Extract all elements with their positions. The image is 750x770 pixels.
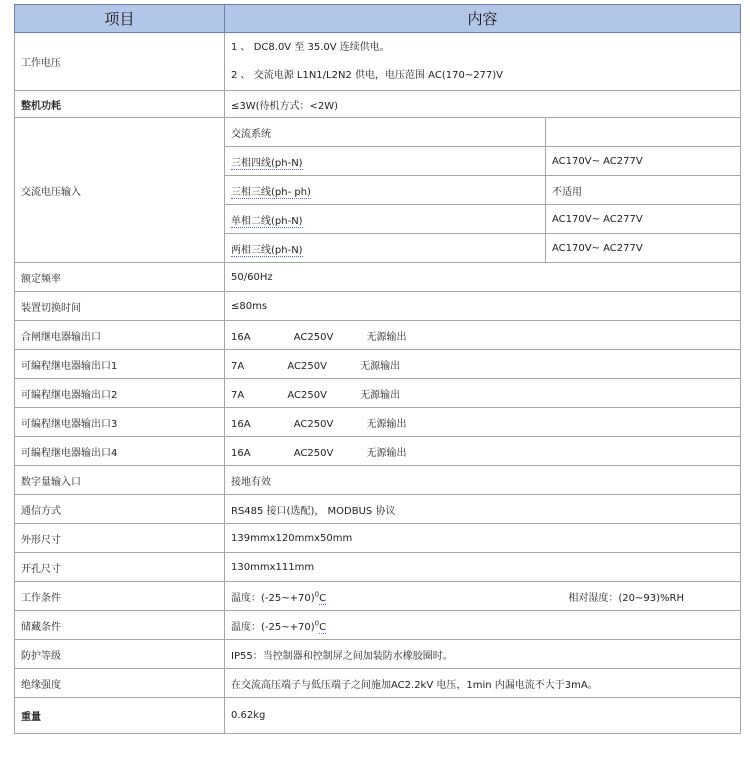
row-prog-relay-2 (15, 379, 741, 408)
value-prog-relay-2 (225, 379, 741, 408)
label-closing-relay: 合闸继电器输出口 (15, 321, 225, 350)
working-temp-range: 温度：(-25~+70) (231, 592, 315, 604)
value-working-voltage (225, 33, 741, 91)
prog-relay-3-type: 无源输出 (366, 418, 407, 430)
row-cutout (15, 553, 741, 582)
working-voltage-line1: 1 、 DC8.0V 至 35.0V 连续供电。 (231, 41, 390, 53)
value-weight: 0.62kg (225, 698, 741, 734)
label-digital-input: 数字量输入口 (15, 466, 225, 495)
row-rated-frequency (15, 263, 741, 292)
prog-relay-4-current: 16A (231, 447, 251, 459)
row-digital-input (15, 466, 741, 495)
value-communication: RS485 接口(选配)， MODBUS 协议 (225, 495, 741, 524)
row-ac-input-0 (15, 118, 741, 147)
label-cutout: 开孔尺寸 (15, 553, 225, 582)
row-insulation (15, 669, 741, 698)
working-temp-degree: 0 (314, 590, 320, 599)
prog-relay-2-voltage: AC250V (287, 389, 327, 401)
value-dimensions: 139mmx120mmx50mm (225, 524, 741, 553)
row-protection (15, 640, 741, 669)
row-closing-relay (15, 321, 741, 350)
header-item: 项目 (15, 5, 225, 33)
ac-system-2-text: 三相三线(ph- ph) (231, 186, 311, 198)
storage-temp-degree: 0 (314, 619, 320, 628)
value-switch-time: ≤80ms (225, 292, 741, 321)
row-communication (15, 495, 741, 524)
ac-system-3-text: 单相二线(ph-N) (231, 215, 303, 227)
prog-relay-1-voltage: AC250V (287, 360, 327, 372)
label-power-consumption: 整机功耗 (15, 91, 225, 118)
value-storage-conditions (225, 611, 741, 640)
row-switch-time (15, 292, 741, 321)
label-dimensions: 外形尺寸 (15, 524, 225, 553)
value-insulation: 在交流高压端子与低压端子之间施加AC2.2kV 电压，1min 内漏电流不大于3mA。 (225, 669, 741, 698)
value-digital-input: 接地有效 (225, 466, 741, 495)
row-working-conditions (15, 582, 741, 611)
spec-table (14, 4, 741, 734)
prog-relay-1-type: 无源输出 (360, 360, 401, 372)
label-insulation: 绝缘强度 (15, 669, 225, 698)
working-humidity: 相对湿度：(20~93)%RH (568, 592, 685, 604)
value-rated-frequency: 50/60Hz (225, 263, 741, 292)
value-working-conditions (225, 582, 741, 611)
ac-system-1-text: 三相四线(ph-N) (231, 157, 303, 169)
label-working-conditions: 工作条件 (15, 582, 225, 611)
value-power-consumption: ≤3W(待机方式：<2W) (225, 91, 741, 118)
ac-value-0 (546, 118, 741, 147)
ac-system-4-text: 两相三线(ph-N) (231, 244, 303, 256)
value-closing-relay (225, 321, 741, 350)
prog-relay-1-current: 7A (231, 360, 245, 372)
label-protection: 防护等级 (15, 640, 225, 669)
closing-relay-voltage: AC250V (293, 331, 334, 343)
value-prog-relay-1 (225, 350, 741, 379)
row-storage-conditions (15, 611, 741, 640)
label-ac-input: 交流电压输入 (15, 118, 225, 263)
storage-temp-range: 温度：(-25~+70) (231, 621, 315, 633)
prog-relay-4-type: 无源输出 (366, 447, 407, 459)
label-weight: 重量 (15, 698, 225, 734)
value-prog-relay-4 (225, 437, 741, 466)
label-switch-time: 装置切换时间 (15, 292, 225, 321)
ac-value-3: AC170V~ AC277V (546, 205, 741, 234)
working-voltage-line2: 2 、 交流电源 L1N1/L2N2 供电，电压范围 AC(170~277)V (231, 69, 504, 81)
label-prog-relay-4: 可编程继电器输出口4 (15, 437, 225, 466)
value-cutout: 130mmx111mm (225, 553, 741, 582)
ac-system-1 (225, 147, 546, 176)
ac-system-0: 交流系统 (225, 118, 546, 147)
ac-system-2 (225, 176, 546, 205)
row-working-voltage (15, 33, 741, 91)
row-prog-relay-3 (15, 408, 741, 437)
closing-relay-type: 无源输出 (366, 331, 407, 343)
row-dimensions (15, 524, 741, 553)
closing-relay-current: 16A (231, 331, 251, 343)
ac-system-3 (225, 205, 546, 234)
prog-relay-3-voltage: AC250V (293, 418, 334, 430)
label-working-voltage: 工作电压 (15, 33, 225, 91)
row-prog-relay-1 (15, 350, 741, 379)
working-temp-unit: C (319, 592, 327, 604)
prog-relay-2-current: 7A (231, 389, 245, 401)
row-power-consumption (15, 91, 741, 118)
label-prog-relay-1: 可编程继电器输出口1 (15, 350, 225, 379)
prog-relay-3-current: 16A (231, 418, 251, 430)
label-storage-conditions: 储藏条件 (15, 611, 225, 640)
label-prog-relay-2: 可编程继电器输出口2 (15, 379, 225, 408)
ac-value-4: AC170V~ AC277V (546, 234, 741, 263)
prog-relay-2-type: 无源输出 (360, 389, 401, 401)
prog-relay-4-voltage: AC250V (293, 447, 334, 459)
label-rated-frequency: 额定频率 (15, 263, 225, 292)
value-protection: IP55：当控制器和控制屏之间加装防水橡胶圈时。 (225, 640, 741, 669)
working-temp (231, 589, 326, 604)
ac-system-4 (225, 234, 546, 263)
ac-value-1: AC170V~ AC277V (546, 147, 741, 176)
label-communication: 通信方式 (15, 495, 225, 524)
label-prog-relay-3: 可编程继电器输出口3 (15, 408, 225, 437)
ac-value-2: 不适用 (546, 176, 741, 205)
header-content: 内容 (225, 5, 741, 33)
value-prog-relay-3 (225, 408, 741, 437)
storage-temp-unit: C (319, 621, 327, 633)
row-prog-relay-4 (15, 437, 741, 466)
header-row (15, 5, 741, 33)
row-weight (15, 698, 741, 734)
